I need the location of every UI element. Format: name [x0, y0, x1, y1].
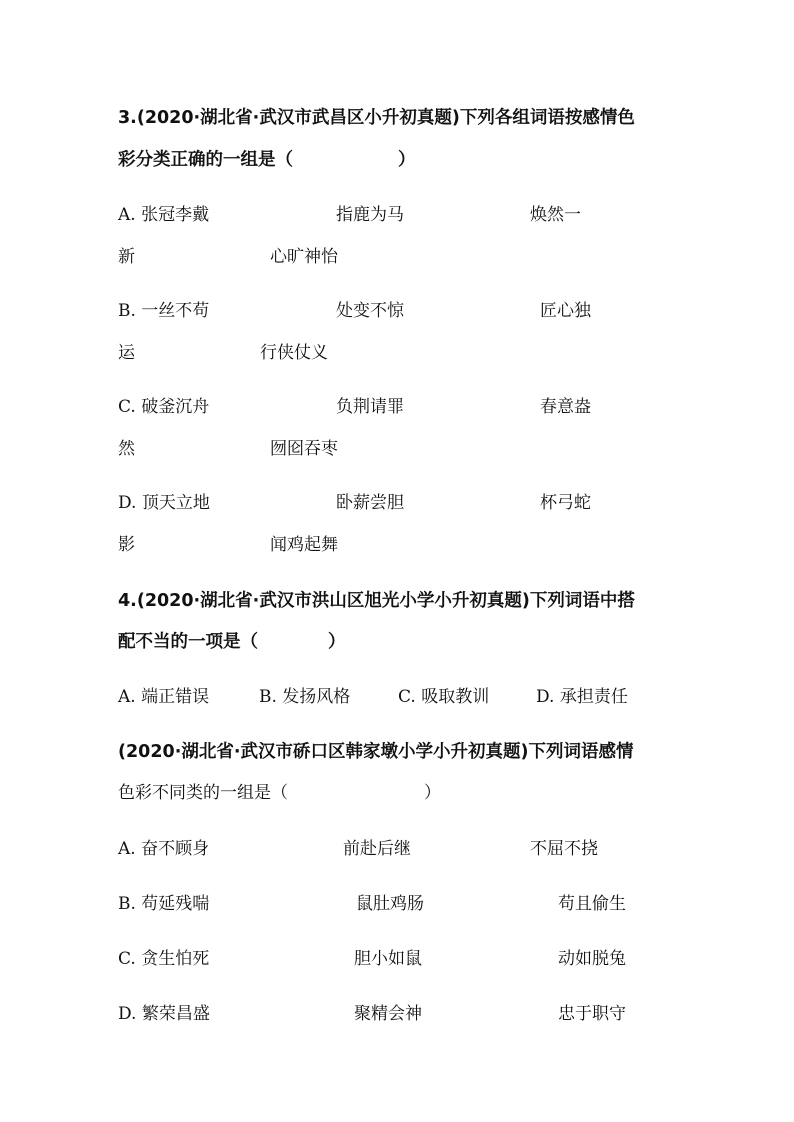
- q3-option-c: C. 破釜沉舟: [118, 397, 210, 417]
- q5-stem-line2: 色彩不同类的一组是（ ）: [118, 783, 441, 803]
- q3-option-d-word2: 卧薪尝胆: [336, 493, 404, 513]
- q3-option-d-word4: 闻鸡起舞: [270, 535, 338, 555]
- q3-option-c-word3: 春意盎: [540, 397, 591, 417]
- q3-option-b-wrap: 运: [118, 343, 135, 363]
- q3-option-d: D. 顶天立地: [118, 493, 210, 513]
- q5-option-c-word2: 胆小如鼠: [354, 949, 422, 969]
- q3-option-c-word2: 负荆请罪: [336, 397, 404, 417]
- q4-option-b: B. 发扬风格: [259, 687, 351, 707]
- q5-stem-line1: (2020·湖北省·武汉市硚口区韩家墩小学小升初真题)下列词语感情: [118, 742, 634, 762]
- q3-option-b-word2: 处变不惊: [336, 301, 404, 321]
- q5-option-b-word2: 鼠肚鸡肠: [356, 894, 424, 914]
- q3-option-c-wrap: 然: [118, 439, 135, 459]
- q5-option-a-word2: 前赴后继: [343, 839, 411, 859]
- q3-option-a-word4: 心旷神怡: [270, 247, 338, 267]
- q5-option-d: D. 繁荣昌盛: [118, 1004, 210, 1024]
- q3-option-a-word2: 指鹿为马: [336, 205, 404, 225]
- q5-option-a-word3: 不屈不挠: [530, 839, 598, 859]
- q5-option-d-word2: 聚精会神: [354, 1004, 422, 1024]
- q3-option-c-word4: 囫囵吞枣: [270, 439, 338, 459]
- q5-option-a: A. 奋不顾身: [118, 839, 210, 859]
- q3-option-a: A. 张冠李戴: [118, 205, 210, 225]
- q4-stem-line1: 4.(2020·湖北省·武汉市洪山区旭光小学小升初真题)下列词语中搭: [118, 591, 635, 611]
- q3-stem-line1: 3.(2020·湖北省·武汉市武昌区小升初真题)下列各组词语按感情色: [118, 108, 635, 128]
- q3-option-d-word3: 杯弓蛇: [540, 493, 591, 513]
- q3-option-d-wrap: 影: [118, 535, 135, 555]
- q3-stem-line2: 彩分类正确的一组是（ ）: [118, 150, 416, 170]
- q4-stem-line2: 配不当的一项是（ ）: [118, 632, 346, 652]
- q4-option-c: C. 吸取教训: [398, 687, 490, 707]
- q5-option-b: B. 苟延残喘: [118, 894, 210, 914]
- q5-option-d-word3: 忠于职守: [558, 1004, 626, 1024]
- q5-option-b-word3: 苟且偷生: [558, 894, 626, 914]
- q4-option-d: D. 承担责任: [536, 687, 628, 707]
- q3-option-b: B. 一丝不苟: [118, 301, 210, 321]
- q5-option-c-word3: 动如脱兔: [558, 949, 626, 969]
- q5-option-c: C. 贪生怕死: [118, 949, 210, 969]
- q3-option-a-wrap: 新: [118, 247, 135, 267]
- q3-option-a-word3: 焕然一: [530, 205, 581, 225]
- q3-option-b-word4: 行侠仗义: [260, 343, 328, 363]
- q4-option-a: A. 端正错误: [118, 687, 210, 707]
- q3-option-b-word3: 匠心独: [540, 301, 591, 321]
